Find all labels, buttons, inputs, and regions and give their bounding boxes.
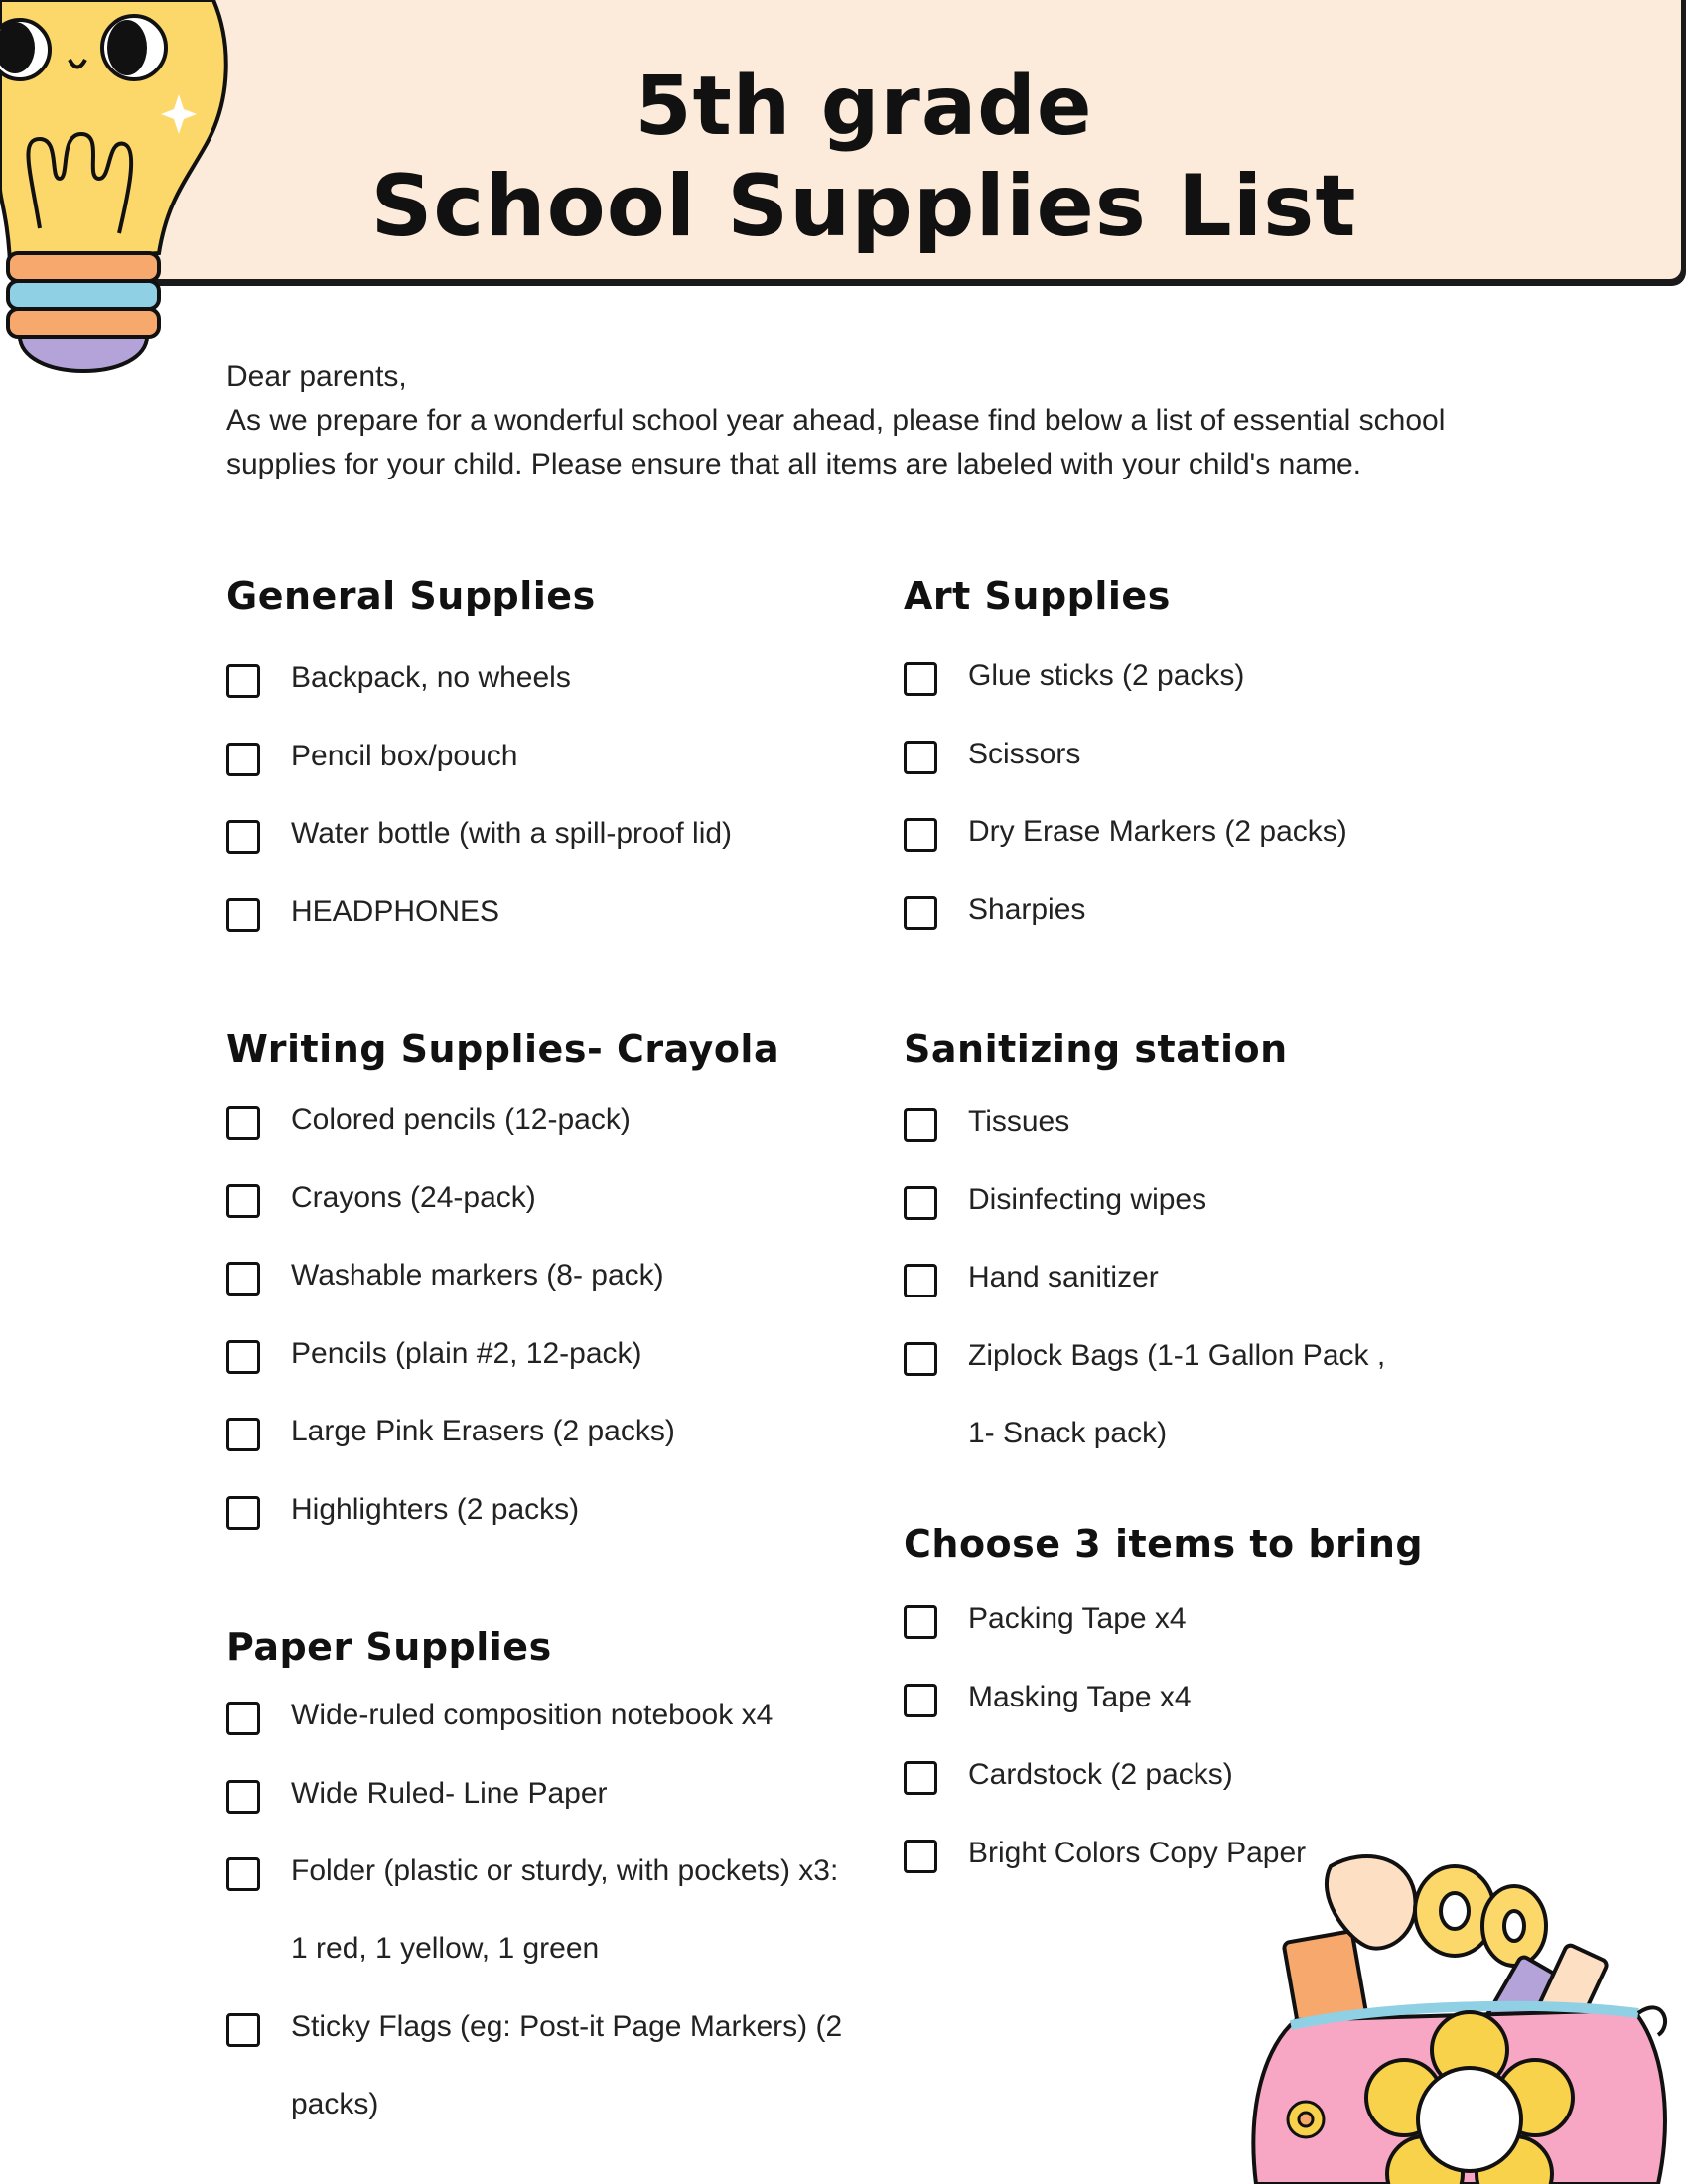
item-label: Colored pencils (12-pack) [291, 1103, 631, 1136]
checkbox[interactable] [226, 2013, 260, 2047]
list-item [904, 892, 1519, 971]
section-title-general: General Supplies [226, 574, 596, 617]
item-label: Pencil box/pouch [291, 739, 518, 772]
checkbox[interactable] [904, 662, 937, 696]
item-label: Bright Colors Copy Paper [968, 1836, 1307, 1869]
item-label: Water bottle (with a spill-proof lid) [291, 817, 733, 850]
page-title-line2: School Supplies List [370, 157, 1357, 256]
intro-greeting: Dear parents, [226, 360, 407, 393]
pencil-case-icon [1236, 1846, 1688, 2184]
item-label: Glue sticks (2 packs) [968, 659, 1245, 692]
checkbox[interactable] [904, 818, 937, 852]
item-label: Backpack, no wheels [291, 661, 571, 694]
checkbox[interactable] [226, 1340, 260, 1374]
item-label: Dry Erase Markers (2 packs) [968, 815, 1347, 848]
item-label: Masking Tape x4 [968, 1680, 1192, 1713]
checkbox[interactable] [226, 1262, 260, 1296]
lightbulb-icon [0, 0, 238, 377]
checkbox[interactable] [904, 1840, 937, 1873]
checkbox[interactable] [226, 1780, 260, 1814]
item-label: Highlighters (2 packs) [291, 1492, 580, 1526]
checkbox[interactable] [226, 898, 260, 932]
checkbox[interactable] [226, 1106, 260, 1140]
list-item [226, 1492, 862, 1570]
checkbox[interactable] [904, 1342, 937, 1376]
item-label: Sticky Flags (eg: Post-it Page Markers) (2 packs) [291, 2010, 843, 2120]
checkbox[interactable] [226, 743, 260, 776]
list-item [226, 1853, 862, 2009]
item-label: Packing Tape x4 [968, 1602, 1187, 1635]
intro-body: As we prepare for a wonderful school year ahead, please find below a list of essential school supplies for your child. Please ensure that all items are labeled with your child's name. [226, 404, 1446, 480]
checkbox[interactable] [904, 1108, 937, 1142]
item-label: HEADPHONES [291, 894, 500, 928]
item-label: Tissues [968, 1105, 1070, 1138]
checkbox[interactable] [226, 1418, 260, 1451]
checkbox[interactable] [904, 1186, 937, 1220]
item-label: Folder (plastic or sturdy, with pockets) x3: 1 red, 1 yellow, 1 green [291, 1854, 839, 1965]
checkbox[interactable] [904, 1264, 937, 1297]
item-label: Hand sanitizer [968, 1261, 1159, 1294]
section-title-choose: Choose 3 items to bring [904, 1522, 1424, 1566]
item-label: Disinfecting wipes [968, 1182, 1207, 1216]
list-paper [226, 1698, 862, 2165]
item-label: Wide Ruled- Line Paper [291, 1776, 608, 1810]
checkbox[interactable] [226, 820, 260, 854]
item-label: Wide-ruled composition notebook x4 [291, 1699, 774, 1731]
section-title-paper: Paper Supplies [226, 1625, 552, 1669]
list-general [226, 660, 842, 972]
checkbox[interactable] [904, 1605, 937, 1639]
checkbox[interactable] [904, 896, 937, 930]
page-title-line1: 5th grade [634, 60, 1093, 154]
item-label: Washable markers (8- pack) [291, 1259, 664, 1292]
section-title-art: Art Supplies [904, 574, 1171, 617]
intro-text [226, 355, 1517, 486]
item-label: Sharpies [968, 892, 1086, 926]
item-label: Pencils (plain #2, 12-pack) [291, 1336, 642, 1370]
list-art [904, 658, 1519, 970]
checkbox[interactable] [904, 741, 937, 774]
checkbox[interactable] [226, 1184, 260, 1218]
list-sanitizing [904, 1104, 1420, 1494]
item-label: Cardstock (2 packs) [968, 1758, 1233, 1791]
item-label: Ziplock Bags (1-1 Gallon Pack , 1- Snack pack) [968, 1338, 1386, 1449]
section-title-writing: Writing Supplies- Crayola [226, 1027, 780, 1071]
list-writing [226, 1102, 862, 1570]
section-title-sanitizing: Sanitizing station [904, 1027, 1288, 1071]
item-label: Scissors [968, 737, 1081, 770]
checkbox[interactable] [226, 1857, 260, 1891]
checkbox[interactable] [226, 1496, 260, 1530]
checkbox[interactable] [226, 664, 260, 698]
checkbox[interactable] [226, 1702, 260, 1735]
list-item [226, 894, 842, 973]
checkbox[interactable] [904, 1684, 937, 1717]
item-label: Crayons (24-pack) [291, 1180, 536, 1214]
list-item [226, 2009, 862, 2165]
checkbox[interactable] [904, 1761, 937, 1795]
list-item [904, 1338, 1420, 1494]
item-label: Large Pink Erasers (2 packs) [291, 1415, 675, 1447]
